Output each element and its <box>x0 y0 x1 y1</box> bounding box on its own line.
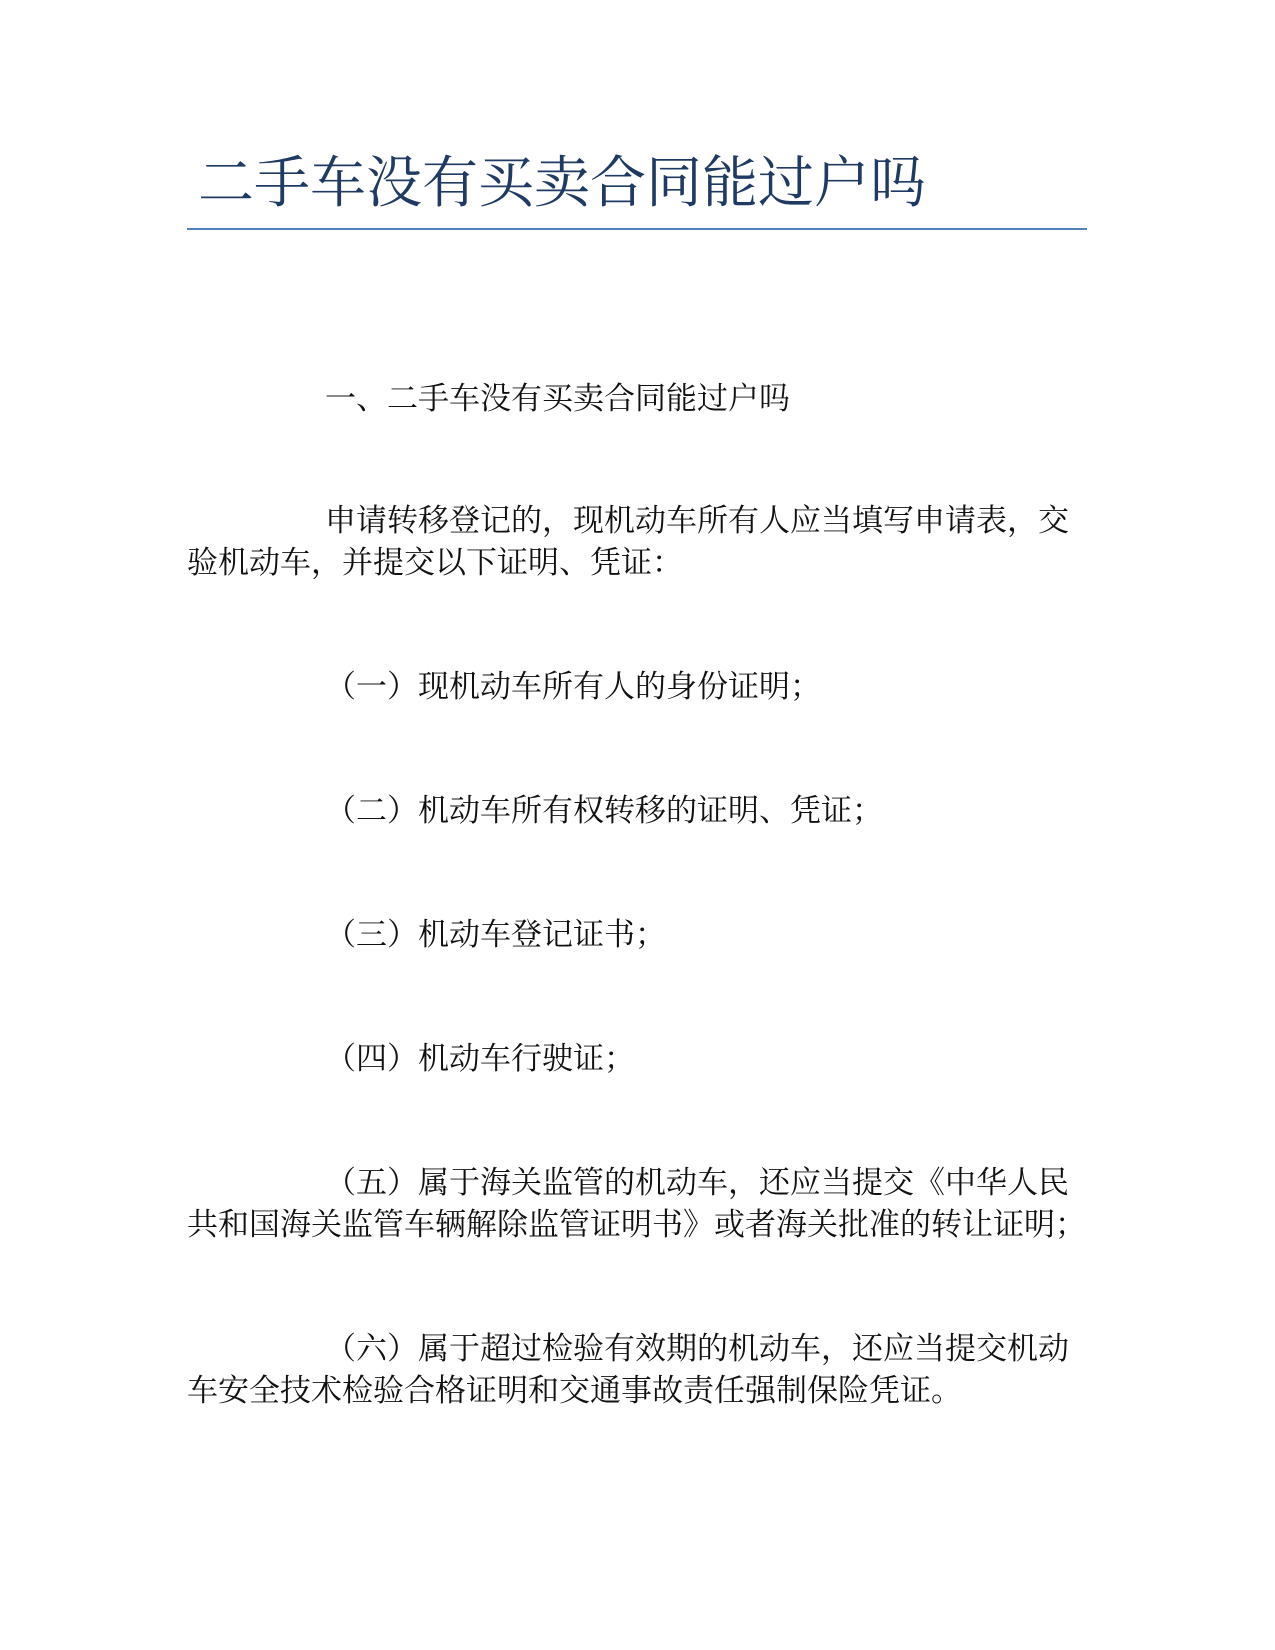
title-underline <box>187 228 1087 230</box>
list-item-2: （二）机动车所有权转移的证明、凭证； <box>325 793 883 829</box>
document-body <box>187 378 1087 1412</box>
list-item-3: （三）机动车登记证书； <box>325 917 666 953</box>
list-item-6: （六）属于超过检验有效期的机动车，还应当提交机动车安全技术检验合格证明和交通事故责任强制保险凭证。 <box>187 1331 1069 1409</box>
list-item-4: （四）机动车行驶证； <box>325 1041 635 1077</box>
intro-paragraph: 申请转移登记的，现机动车所有人应当填写申请表，交验机动车，并提交以下证明、凭证： <box>187 503 1069 581</box>
document-title: 二手车没有买卖合同能过户吗 <box>198 151 926 216</box>
section-heading: 一、二手车没有买卖合同能过户吗 <box>325 381 790 417</box>
list-item-5: （五）属于海关监管的机动车，还应当提交《中华人民共和国海关监管车辆解除监管证明书》或者海关批准的转让证明； <box>187 1165 1086 1243</box>
list-item-1: （一）现机动车所有人的身份证明； <box>325 669 821 705</box>
